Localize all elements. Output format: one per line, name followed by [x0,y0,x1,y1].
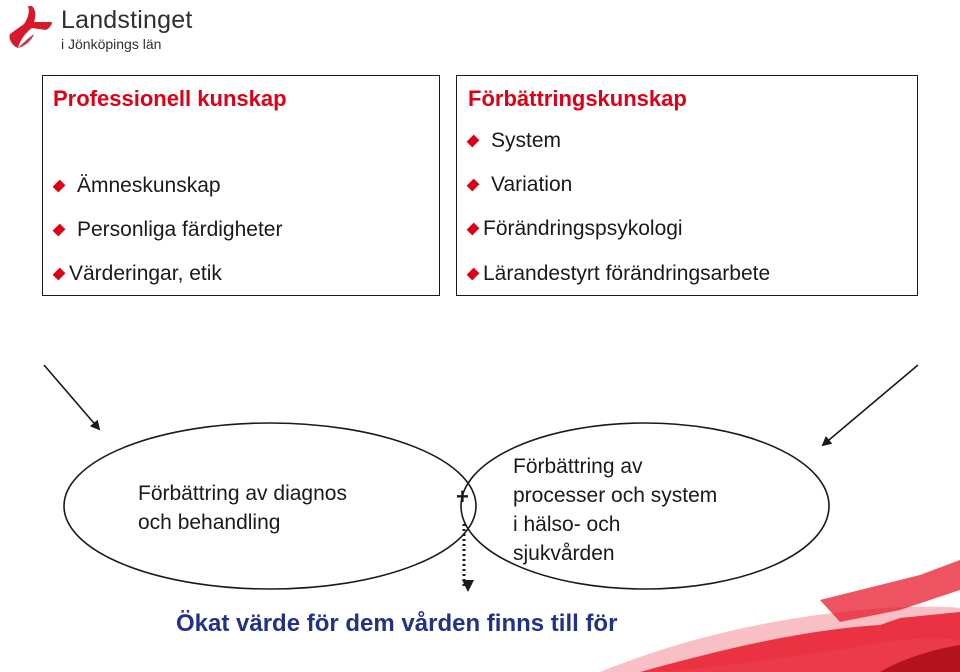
list-item-label: Ämneskunskap [77,174,221,197]
plus-connector: + [456,484,469,509]
label-line: Förbättring av [513,455,643,478]
list-item-label: System [491,129,562,152]
box-title: Professionell kunskap [53,86,287,111]
list-item-label: Lärandestyrt förändringsarbete [483,262,771,285]
right-ellipse-label [513,452,717,568]
list-item-label: Värderingar, etik [69,262,222,285]
logo-subtitle: i Jönköpings län [61,36,162,52]
label-line: Förbättring av diagnos [138,482,347,505]
label-line: processer och system [513,484,718,507]
logo-name: Landstinget [61,6,193,34]
result-statement: Ökat värde för dem vården finns till för [176,610,618,637]
left-arrow [44,365,99,429]
box-title: Förbättringskunskap [468,86,687,111]
ribbon-decoration [600,560,960,672]
label-line: och behandling [138,511,281,534]
label-line: sjukvården [513,542,615,565]
list-item-label: Variation [491,173,573,196]
left-ellipse-label [138,479,347,537]
list-item-label: Förändringspsykologi [483,217,683,240]
label-line: i hälso- och [513,513,621,536]
list-item-label: Personliga färdigheter [77,218,283,241]
right-arrow [823,365,918,445]
